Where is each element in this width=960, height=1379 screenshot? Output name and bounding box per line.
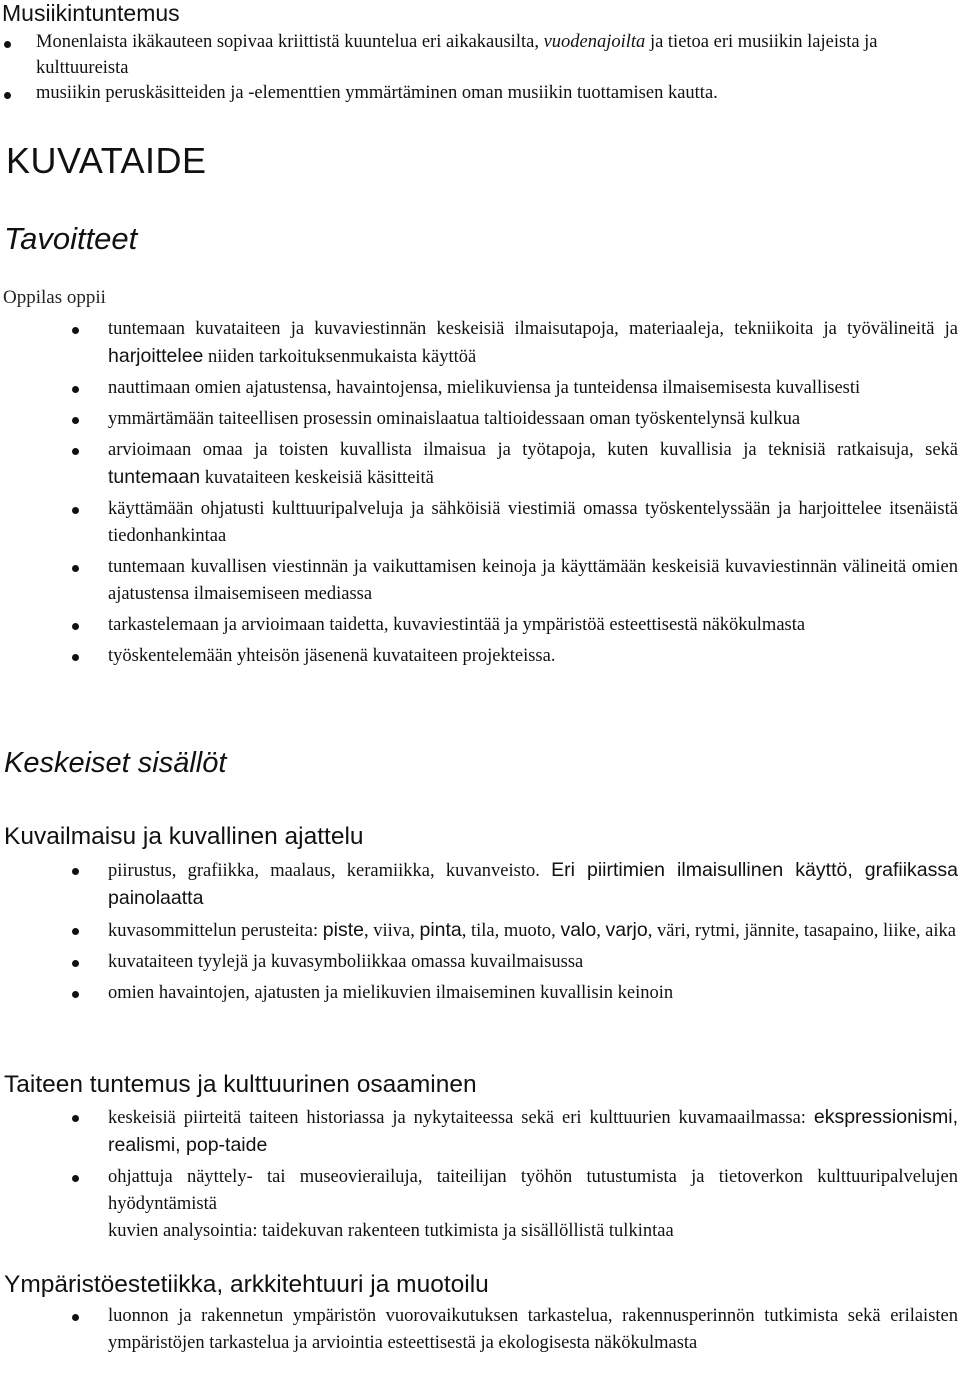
section-heading-taiteen-tuntemus: Taiteen tuntemus ja kulttuurinen osaaminen [4, 1071, 477, 1098]
list-item: tuntemaan kuvallisen viestinnän ja vaikuttamisen keinoja ja käyttämään keskeisiä kuvaviestinnän välineitä omien ajatustensa ilmaisemiseen mediassa [0, 554, 958, 608]
list-item: ohjattuja näyttely- tai museovierailuja, taiteilijan työhön tutustumista ja tietoverkon kulttuuripalvelujen hyödyntämistä [0, 1164, 958, 1218]
ymparisto-list [0, 1303, 958, 1357]
list-item: tarkastelemaan ja arvioimaan taidetta, kuvaviestintää ja ympäristöä esteettisestä näkökulmasta [0, 612, 958, 639]
list-item: piirustus, grafiikka, maalaus, keramiikka, kuvanveisto. Eri piirtimien ilmaisullinen käyttö, grafiikassa painolaatta [0, 857, 958, 913]
intro-text: Oppilas oppii [3, 287, 106, 308]
list-item: kuvasommittelun perusteita: piste, viiva, pinta, tila, muoto, valo, varjo, väri, rytmi, jännite, tasapaino, liike, aika [0, 917, 958, 945]
music-list [0, 30, 950, 107]
list-item: Monenlaista ikäkauteen sopivaa kriittistä kuuntelua eri aikakausilta, vuodenajoilta ja tietoa eri musiikin lajeista ja kulttuureista [0, 30, 950, 81]
page-title: KUVATAIDE [6, 140, 207, 181]
tavoitteet-heading: Tavoitteet [4, 221, 138, 256]
list-item: nauttimaan omien ajatustensa, havaintojensa, mielikuviensa ja tunteidensa ilmaisemisesta kuvallisesti [0, 375, 958, 402]
list-item: omien havaintojen, ajatusten ja mielikuvien ilmaiseminen kuvallisin keinoin [0, 980, 958, 1007]
list-item: tuntemaan kuvataiteen ja kuvaviestinnän keskeisiä ilmaisutapoja, materiaaleja, tekniikoita ja työvälineitä ja harjoittelee niiden tarkoituksenmukaista käyttöä [0, 316, 958, 371]
section-heading-kuvailmaisu: Kuvailmaisu ja kuvallinen ajattelu [4, 823, 364, 850]
list-item: työskentelemään yhteisön jäsenenä kuvataiteen projekteissa. [0, 643, 958, 670]
list-item: kuvataiteen tyylejä ja kuvasymboliikkaa omassa kuvailmaisussa [0, 949, 958, 976]
tavoitteet-list [0, 316, 958, 670]
section-heading-ymparisto: Ympäristöestetiikka, arkkitehtuuri ja muotoilu [4, 1271, 489, 1298]
list-item: ymmärtämään taiteellisen prosessin ominaislaatua taltioidessaan oman työskentelynsä kulkua [0, 406, 958, 433]
list-item: musiikin peruskäsitteiden ja -elementtien ymmärtäminen oman musiikin tuottamisen kautta. [0, 81, 950, 107]
keskeiset-heading: Keskeiset sisällöt [4, 747, 227, 779]
taiteen-tuntemus-list [0, 1104, 958, 1245]
list-item: keskeisiä piirteitä taiteen historiassa ja nykytaiteessa sekä eri kulttuurien kuvamaailmassa: ekspressionismi, realismi, pop-taide [0, 1104, 958, 1160]
list-item: luonnon ja rakennetun ympäristön vuorovaikutuksen tarkastelua, rakennusperinnön tutkimista sekä erilaisten ympäristöjen tarkastelua ja arviointia esteettisestä ja ekologisesta näkökulmasta [0, 1303, 958, 1357]
list-item: arvioimaan omaa ja toisten kuvallista ilmaisua ja työtapoja, kuten kuvallisia ja teknisiä ratkaisuja, sekä tuntemaan kuvataiteen keskeisiä käsitteitä [0, 437, 958, 492]
kuvailmaisu-list [0, 857, 958, 1007]
list-item: käyttämään ohjatusti kulttuuripalveluja ja sähköisiä viestimiä omassa työskentelyssään ja harjoittelee itsenäistä tiedonhankintaa [0, 496, 958, 550]
list-item: kuvien analysointia: taidekuvan rakenteen tutkimista ja sisällöllistä tulkintaa [108, 1221, 674, 1241]
music-heading: Musiikintuntemus [2, 0, 180, 26]
